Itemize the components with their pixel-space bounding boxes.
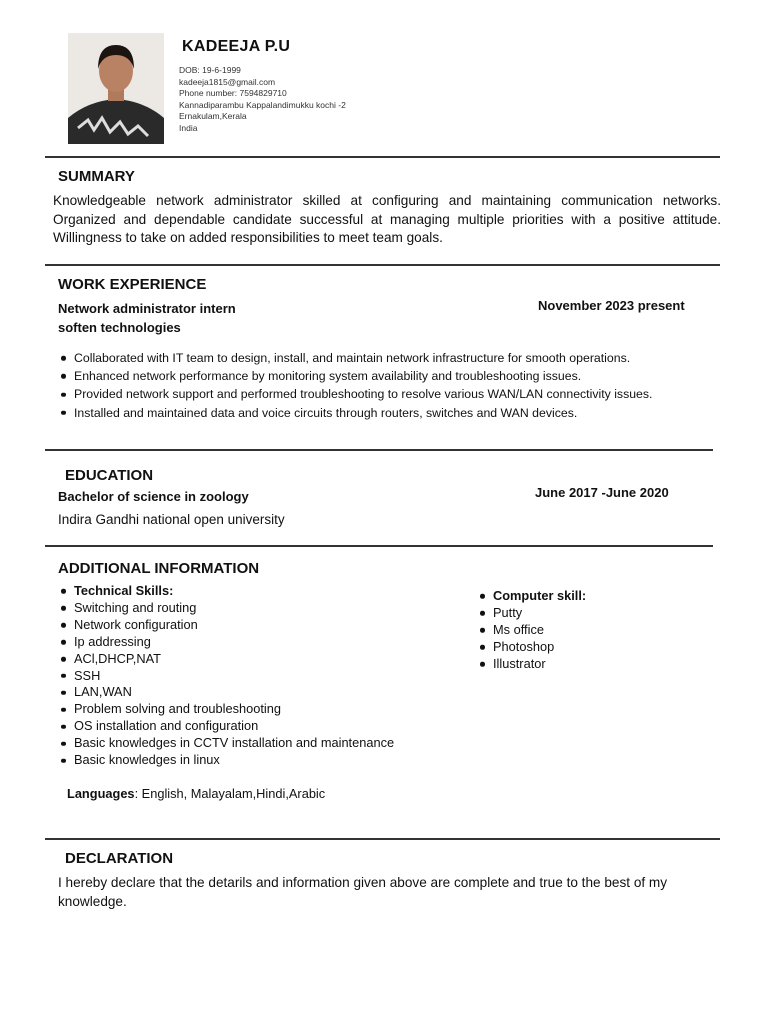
list-item: Enhanced network performance by monitoring system availability and troubleshooting issues. <box>58 367 652 385</box>
technical-skills-list <box>58 583 394 769</box>
list-item: Problem solving and troubleshooting <box>58 701 394 718</box>
work-heading: WORK EXPERIENCE <box>58 276 207 293</box>
list-item: SSH <box>58 668 394 685</box>
candidate-name: KADEEJA P.U <box>182 38 291 55</box>
summary-heading: SUMMARY <box>58 168 135 185</box>
list-item: Photoshop <box>477 639 586 656</box>
list-item: Network configuration <box>58 617 394 634</box>
list-item: Collaborated with IT team to design, install, and maintain network infrastructure for smooth operations. <box>58 349 652 367</box>
list-item: OS installation and configuration <box>58 718 394 735</box>
list-item: Illustrator <box>477 656 586 673</box>
education-heading: EDUCATION <box>65 467 154 484</box>
additional-heading: ADDITIONAL INFORMATION <box>58 560 260 577</box>
divider <box>45 156 720 158</box>
job-dates: November 2023 present <box>538 298 685 313</box>
divider <box>45 264 720 266</box>
declaration-heading: DECLARATION <box>65 850 174 867</box>
institution: Indira Gandhi national open university <box>58 512 285 527</box>
dob: DOB: 19-6-1999 <box>179 65 241 75</box>
computer-skills-heading: Computer skill: <box>477 588 586 605</box>
education-dates: June 2017 -June 2020 <box>535 485 669 500</box>
address-country: India <box>179 122 198 133</box>
technical-skills-heading: Technical Skills: <box>58 583 394 600</box>
list-item: Provided network support and performed troubleshooting to resolve various WAN/LAN connectivity issues. <box>58 385 652 403</box>
email: kadeeja1815@gmail.com <box>179 76 276 87</box>
contact-details <box>179 65 346 135</box>
divider <box>45 449 713 451</box>
address-line: Kannadiparambu Kappalandimukku kochi -2 <box>179 99 346 110</box>
job-role: Network administrator intern <box>58 301 236 316</box>
list-item: Putty <box>477 605 586 622</box>
divider <box>45 545 713 547</box>
company: soften technologies <box>58 320 181 335</box>
list-item: Ip addressing <box>58 634 394 651</box>
divider <box>45 838 720 840</box>
declaration-text: I hereby declare that the detarils and information given above are complete and true to the best of my knowledge. <box>58 875 668 909</box>
profile-photo <box>68 33 164 144</box>
list-item: LAN,WAN <box>58 684 394 701</box>
degree: Bachelor of science in zoology <box>58 489 249 504</box>
address-city: Ernakulam,Kerala <box>179 111 247 122</box>
languages-label: Languages <box>67 786 135 801</box>
languages <box>67 786 325 801</box>
phone: Phone number: 7594829710 <box>179 88 287 99</box>
list-item: Basic knowledges in CCTV installation and maintenance <box>58 735 394 752</box>
computer-skills-list <box>477 588 586 673</box>
summary-text: Knowledgeable network administrator skilled at configuring and maintaining communication networks. Organized and dependable candidate successful at managing multiple priorities with a positive attitude. Willingness to take on added responsibilities to meet team goals. <box>53 193 721 245</box>
work-bullets <box>58 349 652 422</box>
list-item: Installed and maintained data and voice circuits through routers, switches and WAN devices. <box>58 404 652 422</box>
list-item: Ms office <box>477 622 586 639</box>
list-item: Switching and routing <box>58 600 394 617</box>
languages-value: : English, Malayalam,Hindi,Arabic <box>134 786 326 801</box>
list-item: Basic knowledges in linux <box>58 752 394 769</box>
list-item: ACl,DHCP,NAT <box>58 651 394 668</box>
